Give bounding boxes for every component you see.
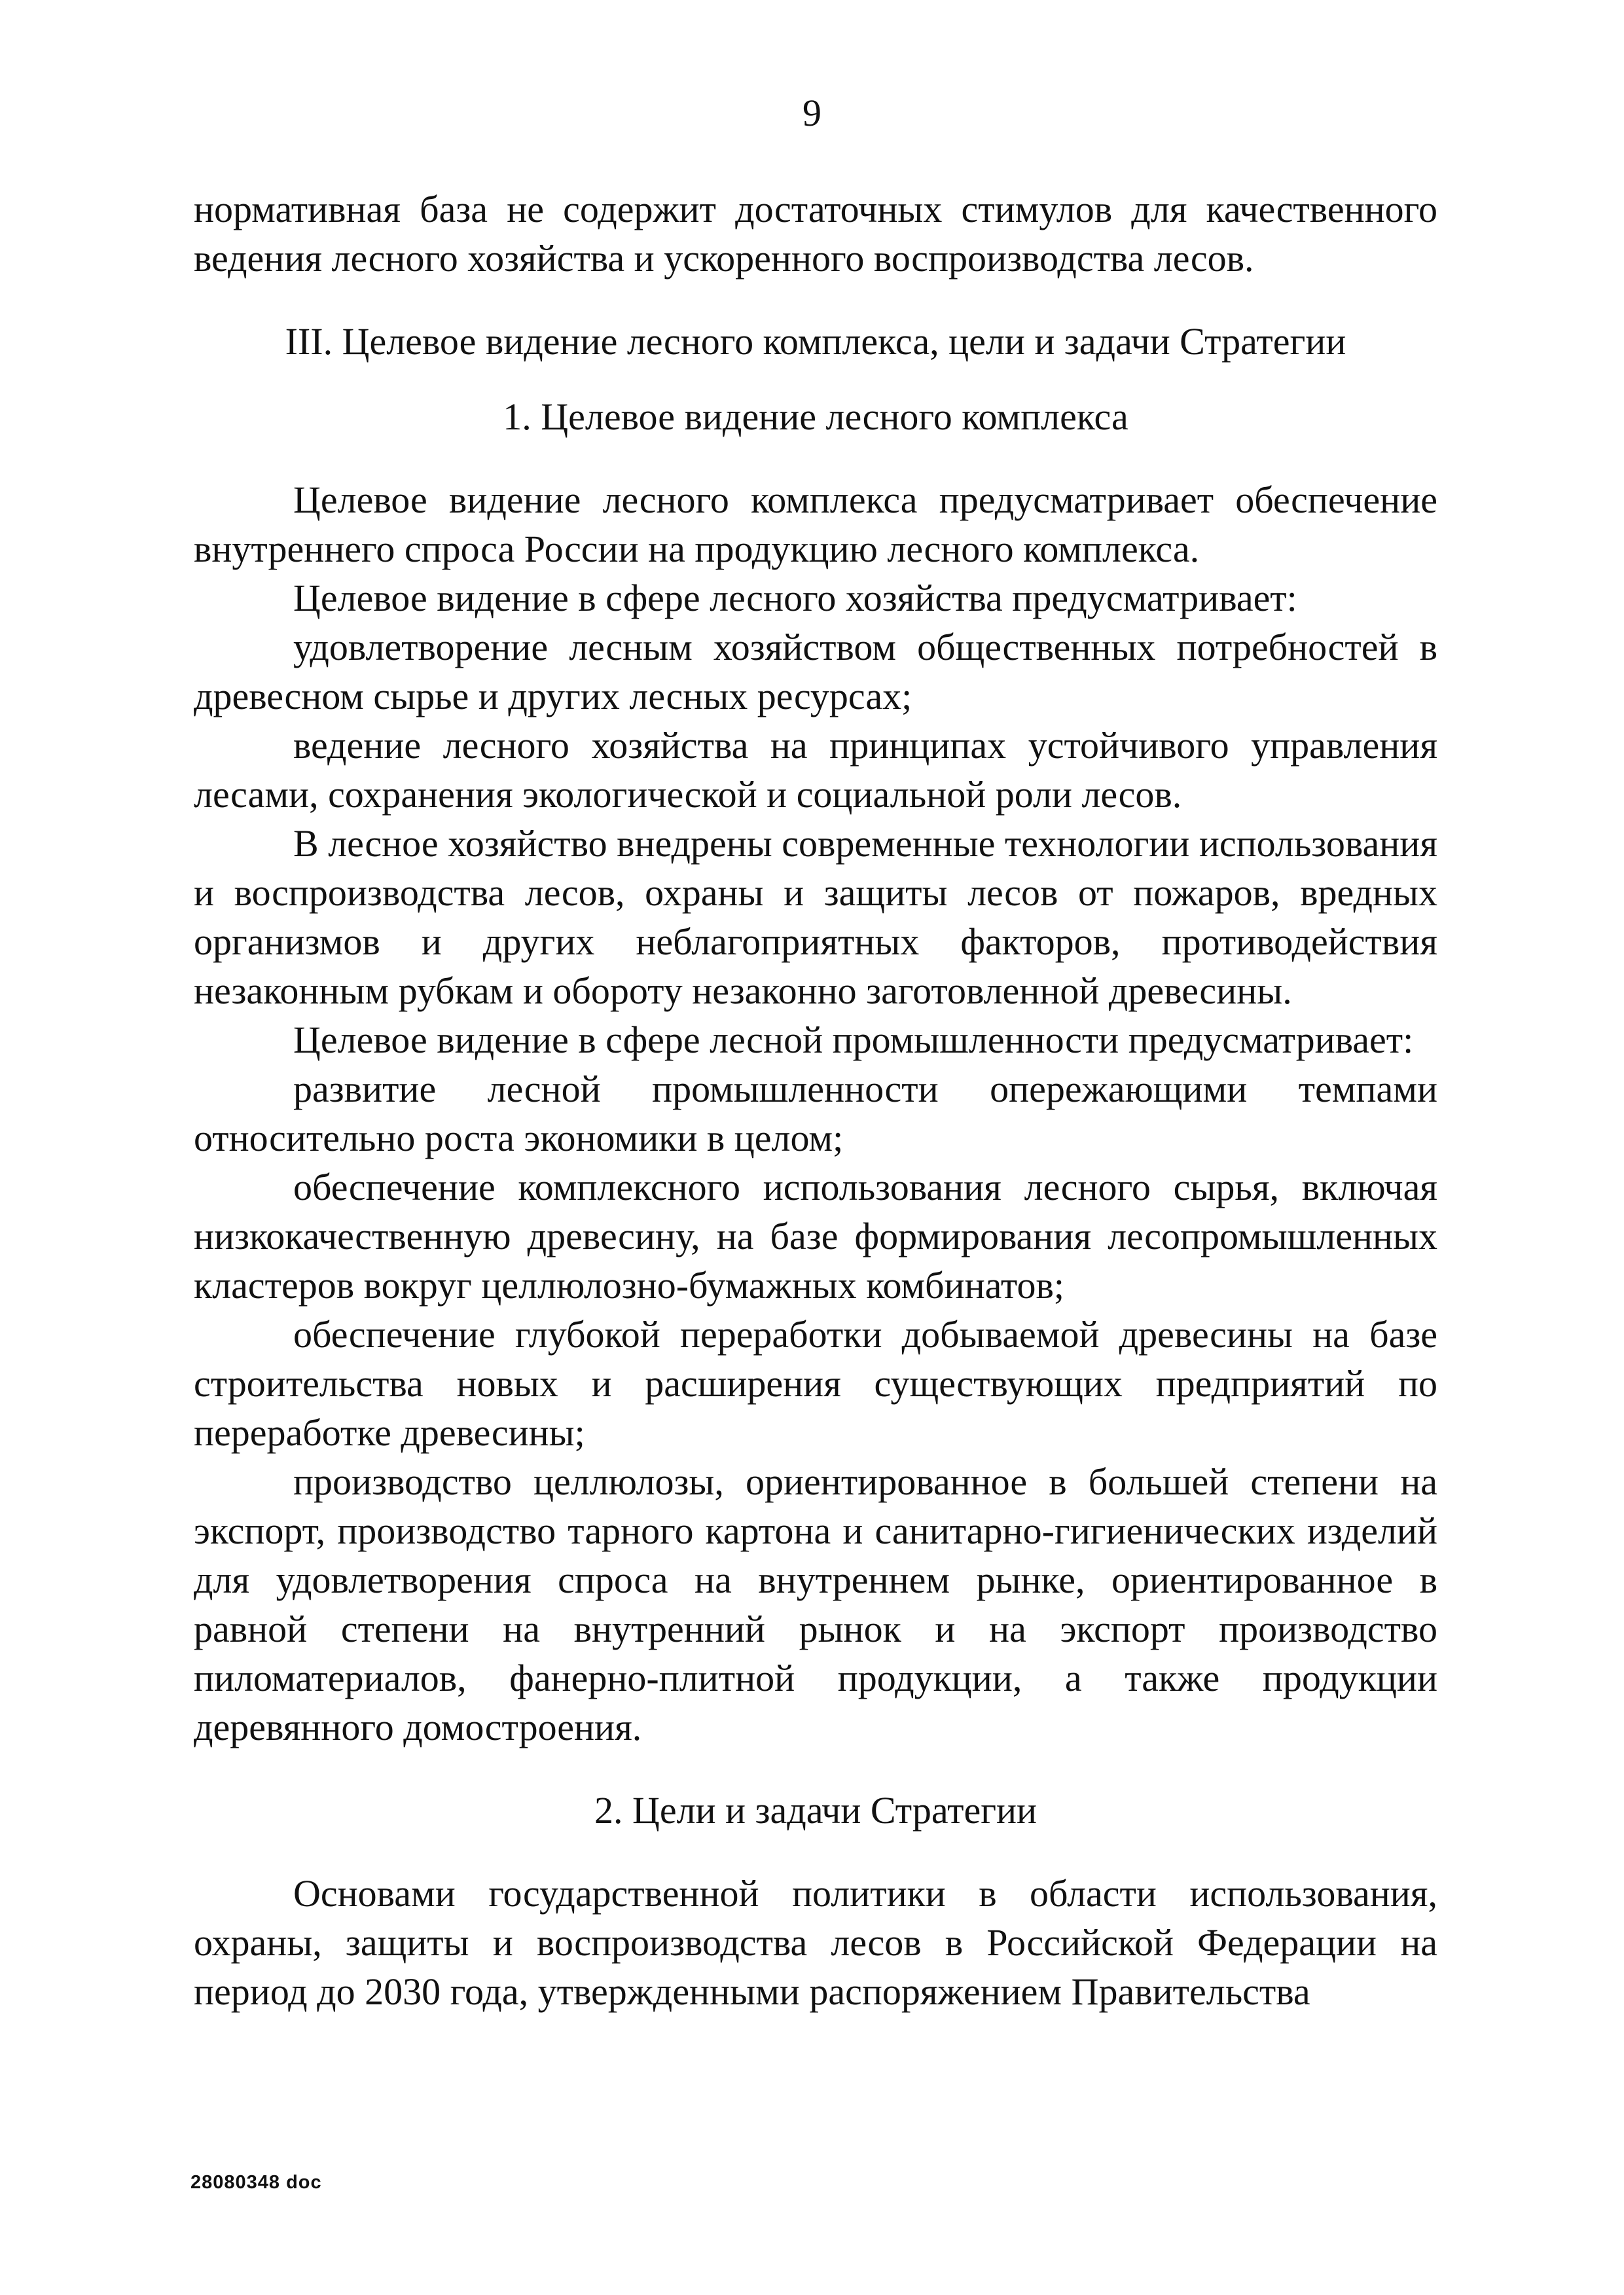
subsection-heading-1: 1. Целевое видение лесного комплекса <box>503 395 1128 438</box>
subsection-heading-2: 2. Цели и задачи Стратегии <box>594 1789 1038 1832</box>
section-heading: III. Целевое видение лесного комплекса, цели и задачи Стратегии <box>285 320 1346 363</box>
body-paragraph: Целевое видение в сфере лесной промышленности предусматривает: <box>293 1019 1414 1061</box>
page-number: 9 <box>803 92 821 134</box>
body-paragraph: В лесное хозяйство внедрены современные технологии использования и воспроизводства лесов, охраны и защиты лесов от пожаров, вредных организмов и других неблагоприятных факторов, противодействия незаконным рубкам и обороту незаконно заготовленной древесины. <box>194 822 1437 1012</box>
body-paragraph: удовлетворение лесным хозяйством общественных потребностей в древесном сырье и других лесных ресурсах; <box>194 626 1437 717</box>
document-body <box>194 185 1437 2016</box>
body-paragraph: Целевое видение в сфере лесного хозяйства предусматривает: <box>293 577 1297 619</box>
body-paragraph: развитие лесной промышленности опережающими темпами относительно роста экономики в целом; <box>194 1068 1437 1159</box>
body-paragraph: обеспечение комплексного использования лесного сырья, включая низкокачественную древесину, на базе формирования лесопромышленных кластеров вокруг целлюлозно-бумажных комбинатов; <box>194 1166 1437 1307</box>
document-code-footer: 28080348 doc <box>190 2172 322 2193</box>
body-paragraph: Основами государственной политики в области использования, охраны, защиты и воспроизводства лесов в Российской Федерации на период до 2030 года, утвержденными распоряжением Правительства <box>194 1872 1437 2013</box>
body-paragraph: производство целлюлозы, ориентированное в большей степени на экспорт, производство тарного картона и санитарно-гигиенических изделий для удовлетворения спроса на внутреннем рынке, ориентированное в равной степени на внутренний рынок и на экспорт производство пиломатериалов, фанерно-плитной продукции, а также продукции деревянного домостроения. <box>194 1460 1437 1748</box>
body-paragraph: Целевое видение лесного комплекса предусматривает обеспечение внутреннего спроса России на продукцию лесного комплекса. <box>194 479 1437 570</box>
body-paragraph: ведение лесного хозяйства на принципах устойчивого управления лесами, сохранения экологической и социальной роли лесов. <box>194 724 1437 816</box>
body-paragraph: обеспечение глубокой переработки добываемой древесины на базе строительства новых и расширения существующих предприятий по переработке древесины; <box>194 1313 1437 1454</box>
body-paragraph: нормативная база не содержит достаточных стимулов для качественного ведения лесного хозяйства и ускоренного воспроизводства лесов. <box>194 188 1437 280</box>
